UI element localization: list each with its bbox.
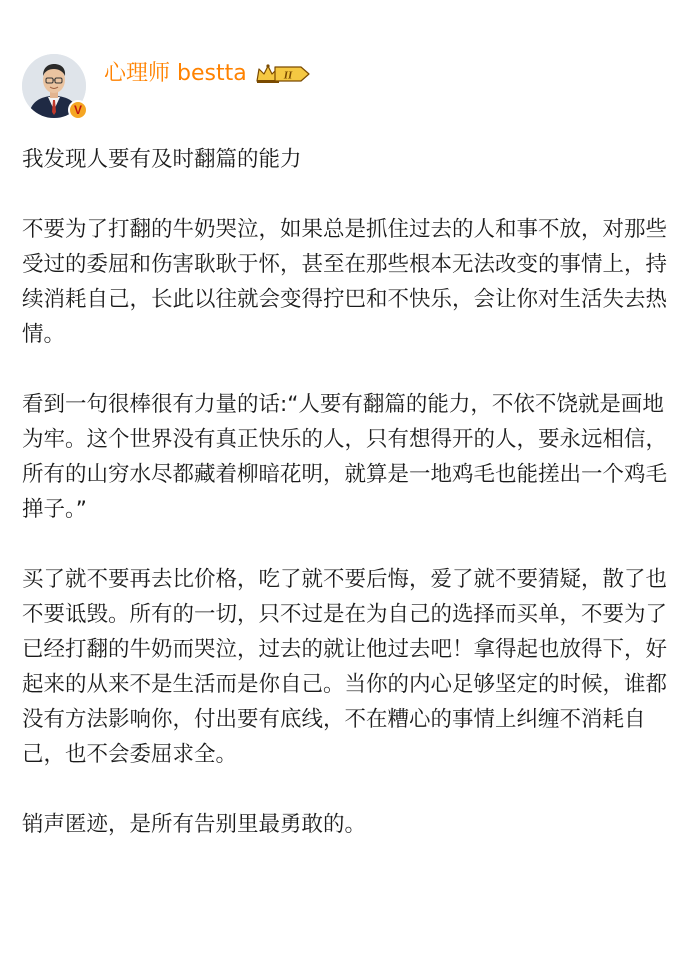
post-header <box>22 54 311 120</box>
verified-v-glyph: V <box>73 103 82 117</box>
post-paragraph: 不要为了打翻的牛奶哭泣，如果总是抓住过去的人和事不放，对那些受过的委屈和伤害耿耿于怀，甚至在那些根本无法改变的事情上，持续消耗自己，长此以往就会变得拧巴和不快乐，会让你对生活失去热情。 <box>22 217 668 347</box>
level-label: II <box>283 69 292 82</box>
author-avatar-container[interactable] <box>22 54 86 118</box>
verified-v-icon <box>68 100 88 120</box>
post-paragraph: 我发现人要有及时翻篇的能力 <box>22 147 302 172</box>
author-name-row <box>104 60 311 88</box>
author-name[interactable]: 心理师 bestta <box>104 61 247 86</box>
post-paragraph: 买了就不要再去比价格，吃了就不要后悔，爱了就不要猜疑，散了也不要诋毁。所有的一切，只不过是在为自己的选择而买单，不要为了已经打翻的牛奶而哭泣，过去的就让他过去吧！拿得起也放得下，好起来的从来不是生活而是你自己。当你的内心足够坚定的时候，谁都没有方法影响你，付出要有底线，不在糟心的事情上纠缠不消耗自己，也不会委屈求全。 <box>22 567 668 767</box>
crown-level-badge-graphic <box>255 61 311 87</box>
post-paragraph: 销声匿迹，是所有告别里最勇敢的。 <box>22 812 367 837</box>
post-body <box>22 142 668 842</box>
crown-level-icon[interactable] <box>255 61 311 87</box>
post-paragraph: 看到一句很棒很有力量的话:“人要有翻篇的能力，不依不饶就是画地为牢。这个世界没有真正快乐的人，只有想得开的人，要永远相信，所有的山穷水尽都藏着柳暗花明，就算是一地鸡毛也能搓出一个鸡毛掸子。” <box>22 392 668 522</box>
